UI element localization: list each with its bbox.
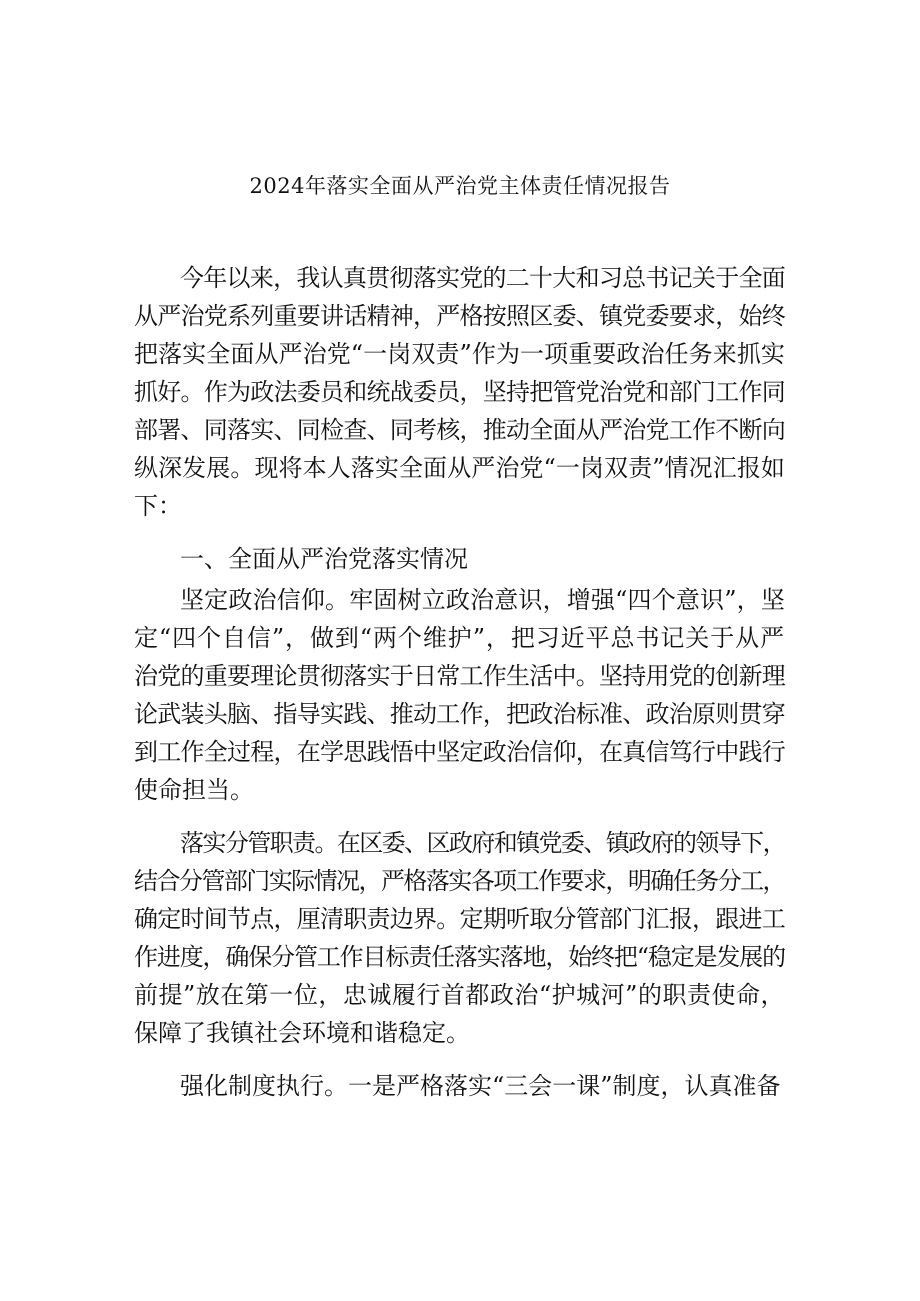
paragraph-line: 定“四个自信”，做到“两个维护”，把习近平总书记关于从严 xyxy=(134,624,785,652)
paragraph-line: 坚定政治信仰。牢固树立政治意识，增强“四个意识”，坚 xyxy=(180,586,785,614)
paragraph-line: 下： xyxy=(134,492,182,520)
paragraph-line: 作进度，确保分管工作目标责任落实落地，始终把“稳定是发展的 xyxy=(134,943,785,971)
paragraph-line: 治党的重要理论贯彻落实于日常工作生活中。坚持用党的创新理 xyxy=(134,662,785,690)
paragraph-line: 从严治党系列重要讲话精神，严格按照区委、镇党委要求，始终 xyxy=(134,302,785,330)
paragraph-line: 使命担当。 xyxy=(134,776,254,804)
paragraph-line: 论武装头脑、指导实践、推动工作，把政治标准、政治原则贯穿 xyxy=(134,700,785,728)
paragraph-line: 保障了我镇社会环境和谐稳定。 xyxy=(134,1019,470,1047)
paragraph-line: 确定时间节点，厘清职责边界。定期听取分管部门汇报，跟进工 xyxy=(134,905,785,933)
paragraph-line: 抓好。作为政法委员和统战委员，坚持把管党治党和部门工作同 xyxy=(134,378,785,406)
paragraph-line: 部署、同落实、同检查、同考核，推动全面从严治党工作不断向 xyxy=(134,416,785,444)
paragraph-line: 一、全面从严治党落实情况 xyxy=(180,545,468,573)
paragraph-line: 前提”放在第一位，忠诚履行首都政治“护城河”的职责使命， xyxy=(134,981,785,1009)
paragraph-line: 今年以来，我认真贯彻落实党的二十大和习总书记关于全面 xyxy=(180,264,785,292)
paragraph-line: 落实分管职责。在区委、区政府和镇党委、镇政府的领导下， xyxy=(180,829,785,857)
document-title: 2024年落实全面从严治党主体责任情况报告 xyxy=(249,174,671,198)
paragraph-line: 纵深发展。现将本人落实全面从严治党“一岗双责”情况汇报如 xyxy=(134,454,785,482)
paragraph-line: 结合分管部门实际情况，严格落实各项工作要求，明确任务分工， xyxy=(134,867,785,895)
paragraph-line: 强化制度执行。一是严格落实“三会一课”制度，认真准备 xyxy=(180,1072,781,1100)
paragraph-line: 把落实全面从严治党“一岗双责”作为一项重要政治任务来抓实 xyxy=(134,340,785,368)
paragraph-line: 到工作全过程，在学思践悟中坚定政治信仰，在真信笃行中践行 xyxy=(134,738,785,766)
